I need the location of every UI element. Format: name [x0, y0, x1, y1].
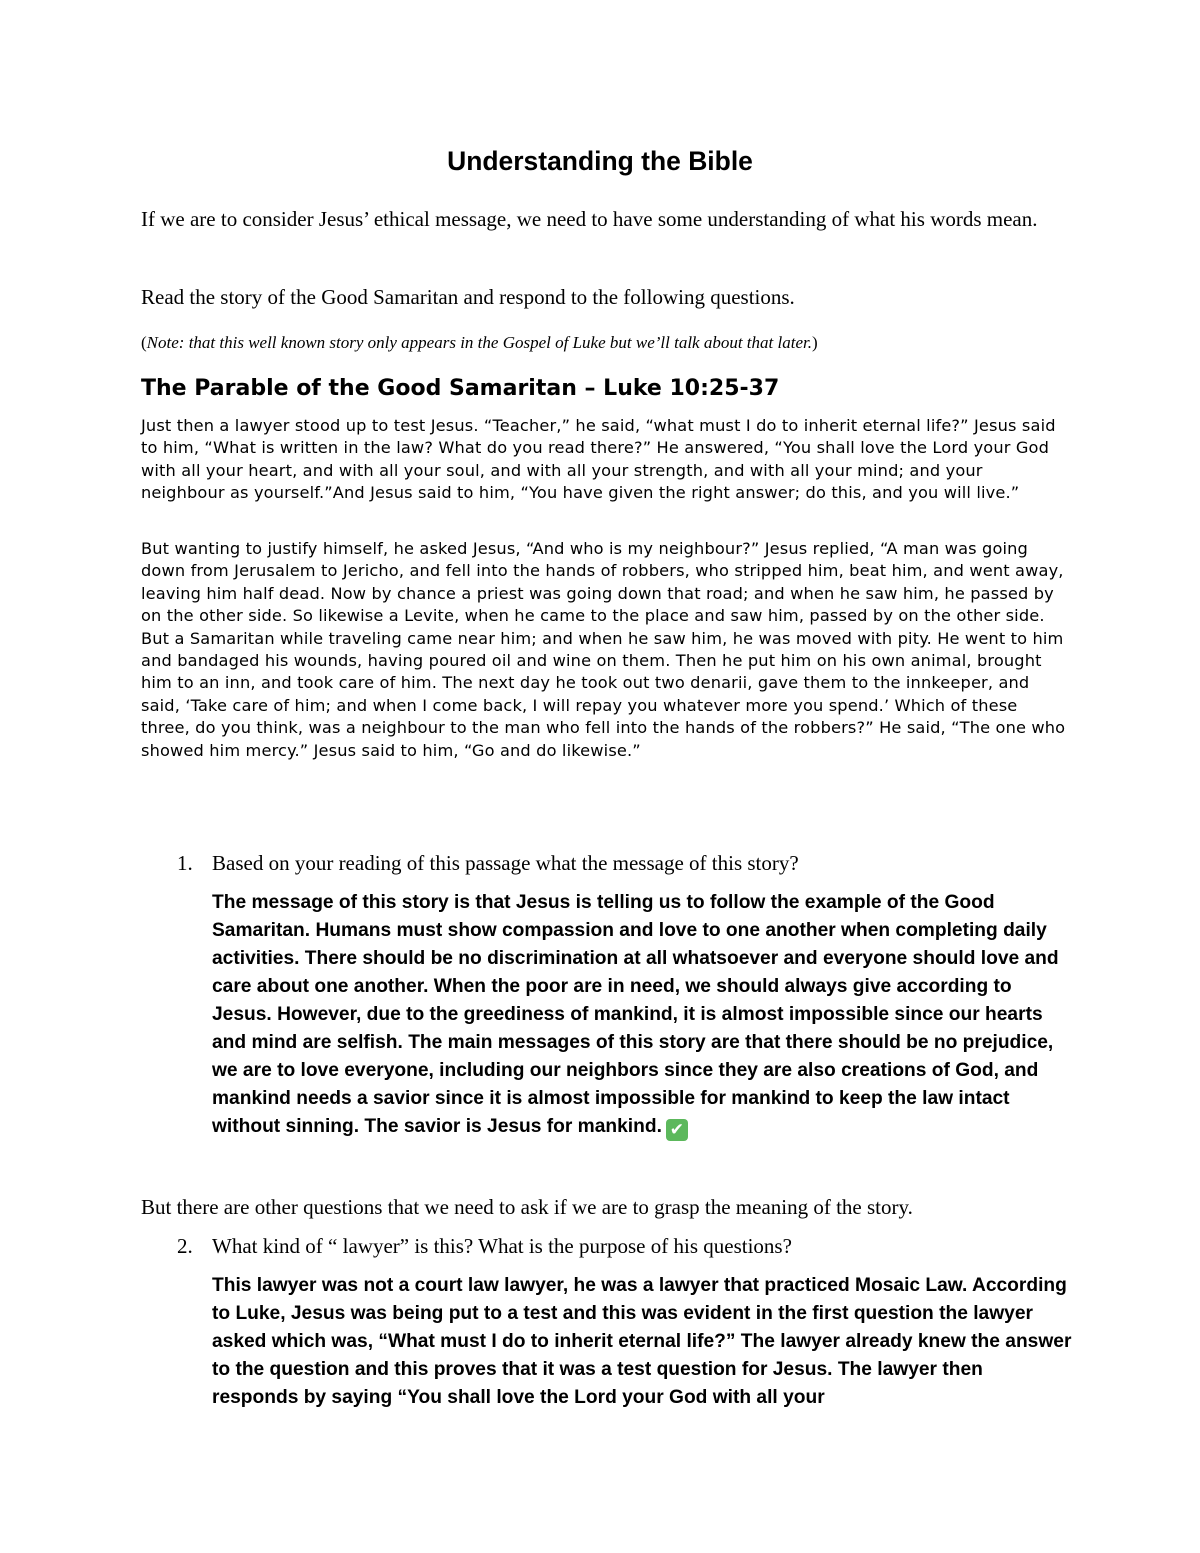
note-close-paren: ) [811, 333, 818, 352]
parable-heading: The Parable of the Good Samaritan – Luke 10:25-37 [141, 376, 780, 401]
intro-paragraph: If we are to consider Jesus’ ethical message, we need to have some understanding of what his words mean. [141, 207, 1038, 231]
instruction-paragraph: Read the story of the Good Samaritan and respond to the following questions. [141, 285, 795, 309]
question-1-text: Based on your reading of this passage what the message of this story? [212, 851, 799, 875]
note-paragraph [141, 331, 1051, 355]
transition-paragraph: But there are other questions that we need to ask if we are to grasp the meaning of the story. [141, 1195, 913, 1219]
answer-2: This lawyer was not a court law lawyer, he was a lawyer that practiced Mosaic Law. According to Luke, Jesus was being put to a test and this was evident in the first question the lawyer asked which was, “What must I do to inherit eternal life?” The lawyer already knew the answer to the question and this proves that it was a test question for Jesus. The lawyer then responds by saying “You shall love the Lord your God with all your [212, 1275, 1072, 1408]
check-mark-icon: ✔ [666, 1119, 688, 1141]
parable-paragraph-2: But wanting to justify himself, he asked Jesus, “And who is my neighbour?” Jesus replied, “A man was going down from Jerusalem to Jericho, and fell into the hands of robbers, who stripped him, beat him, and went away, leaving him half dead. Now by chance a priest was going down that road; and when he saw him, he passed by on the other side. So likewise a Levite, when he came to the place and saw him, passed by on the other side. But a Samaritan while traveling came near him; and when he saw him, he was moved with pity. He went to him and bandaged his wounds, having poured oil and wine on them. Then he put him on his own animal, brought him to an inn, and took care of him. The next day he took out two denarii, gave them to the innkeeper, and said, ‘Take care of him; and when I come back, I will repay you whatever more you spend.’ Which of these three, do you think, was a neighbour to the man who fell into the hands of the robbers?” He said, “The one who showed him mercy.” Jesus said to him, “Go and do likewise.” [141, 539, 1066, 760]
question-1-number: 1. [177, 851, 193, 875]
answer-1 [212, 889, 1072, 1141]
answer-1-text: The message of this story is that Jesus is telling us to follow the example of the Good Samaritan. Humans must show compassion and love to one another when completing daily activities. There should be no discrimination at all whatsoever and everyone should love and care about one another. When the poor are in need, we should always give according to Jesus. However, due to the greediness of mankind, it is almost impossible since our hearts and mind are selfish. The main messages of this story are that there should be no prejudice, we are to love everyone, including our neighbors since they are also creations of God, and mankind needs a savior since it is almost impossible for mankind to keep the law intact without sinning. The savior is Jesus for mankind. [212, 892, 1059, 1137]
page-title: Understanding the Bible [447, 146, 753, 176]
parable-paragraph-1: Just then a lawyer stood up to test Jesus. “Teacher,” he said, “what must I do to inherit eternal life?” Jesus said to him, “What is written in the law? What do you read there?” He answered, “You shall love the Lord your God with all your heart, and with all your soul, and with all your strength, and with all your mind; and your neighbour as yourself.”And Jesus said to him, “You have given the right answer; do this, and you will live.” [141, 416, 1056, 503]
question-2-text: What kind of “ lawyer” is this? What is the purpose of his questions? [212, 1234, 792, 1258]
note-text: Note: that this well known story only appears in the Gospel of Luke but we’ll talk about that later. [146, 333, 812, 352]
question-2-number: 2. [177, 1234, 193, 1258]
note-open-paren: ( [141, 333, 147, 352]
